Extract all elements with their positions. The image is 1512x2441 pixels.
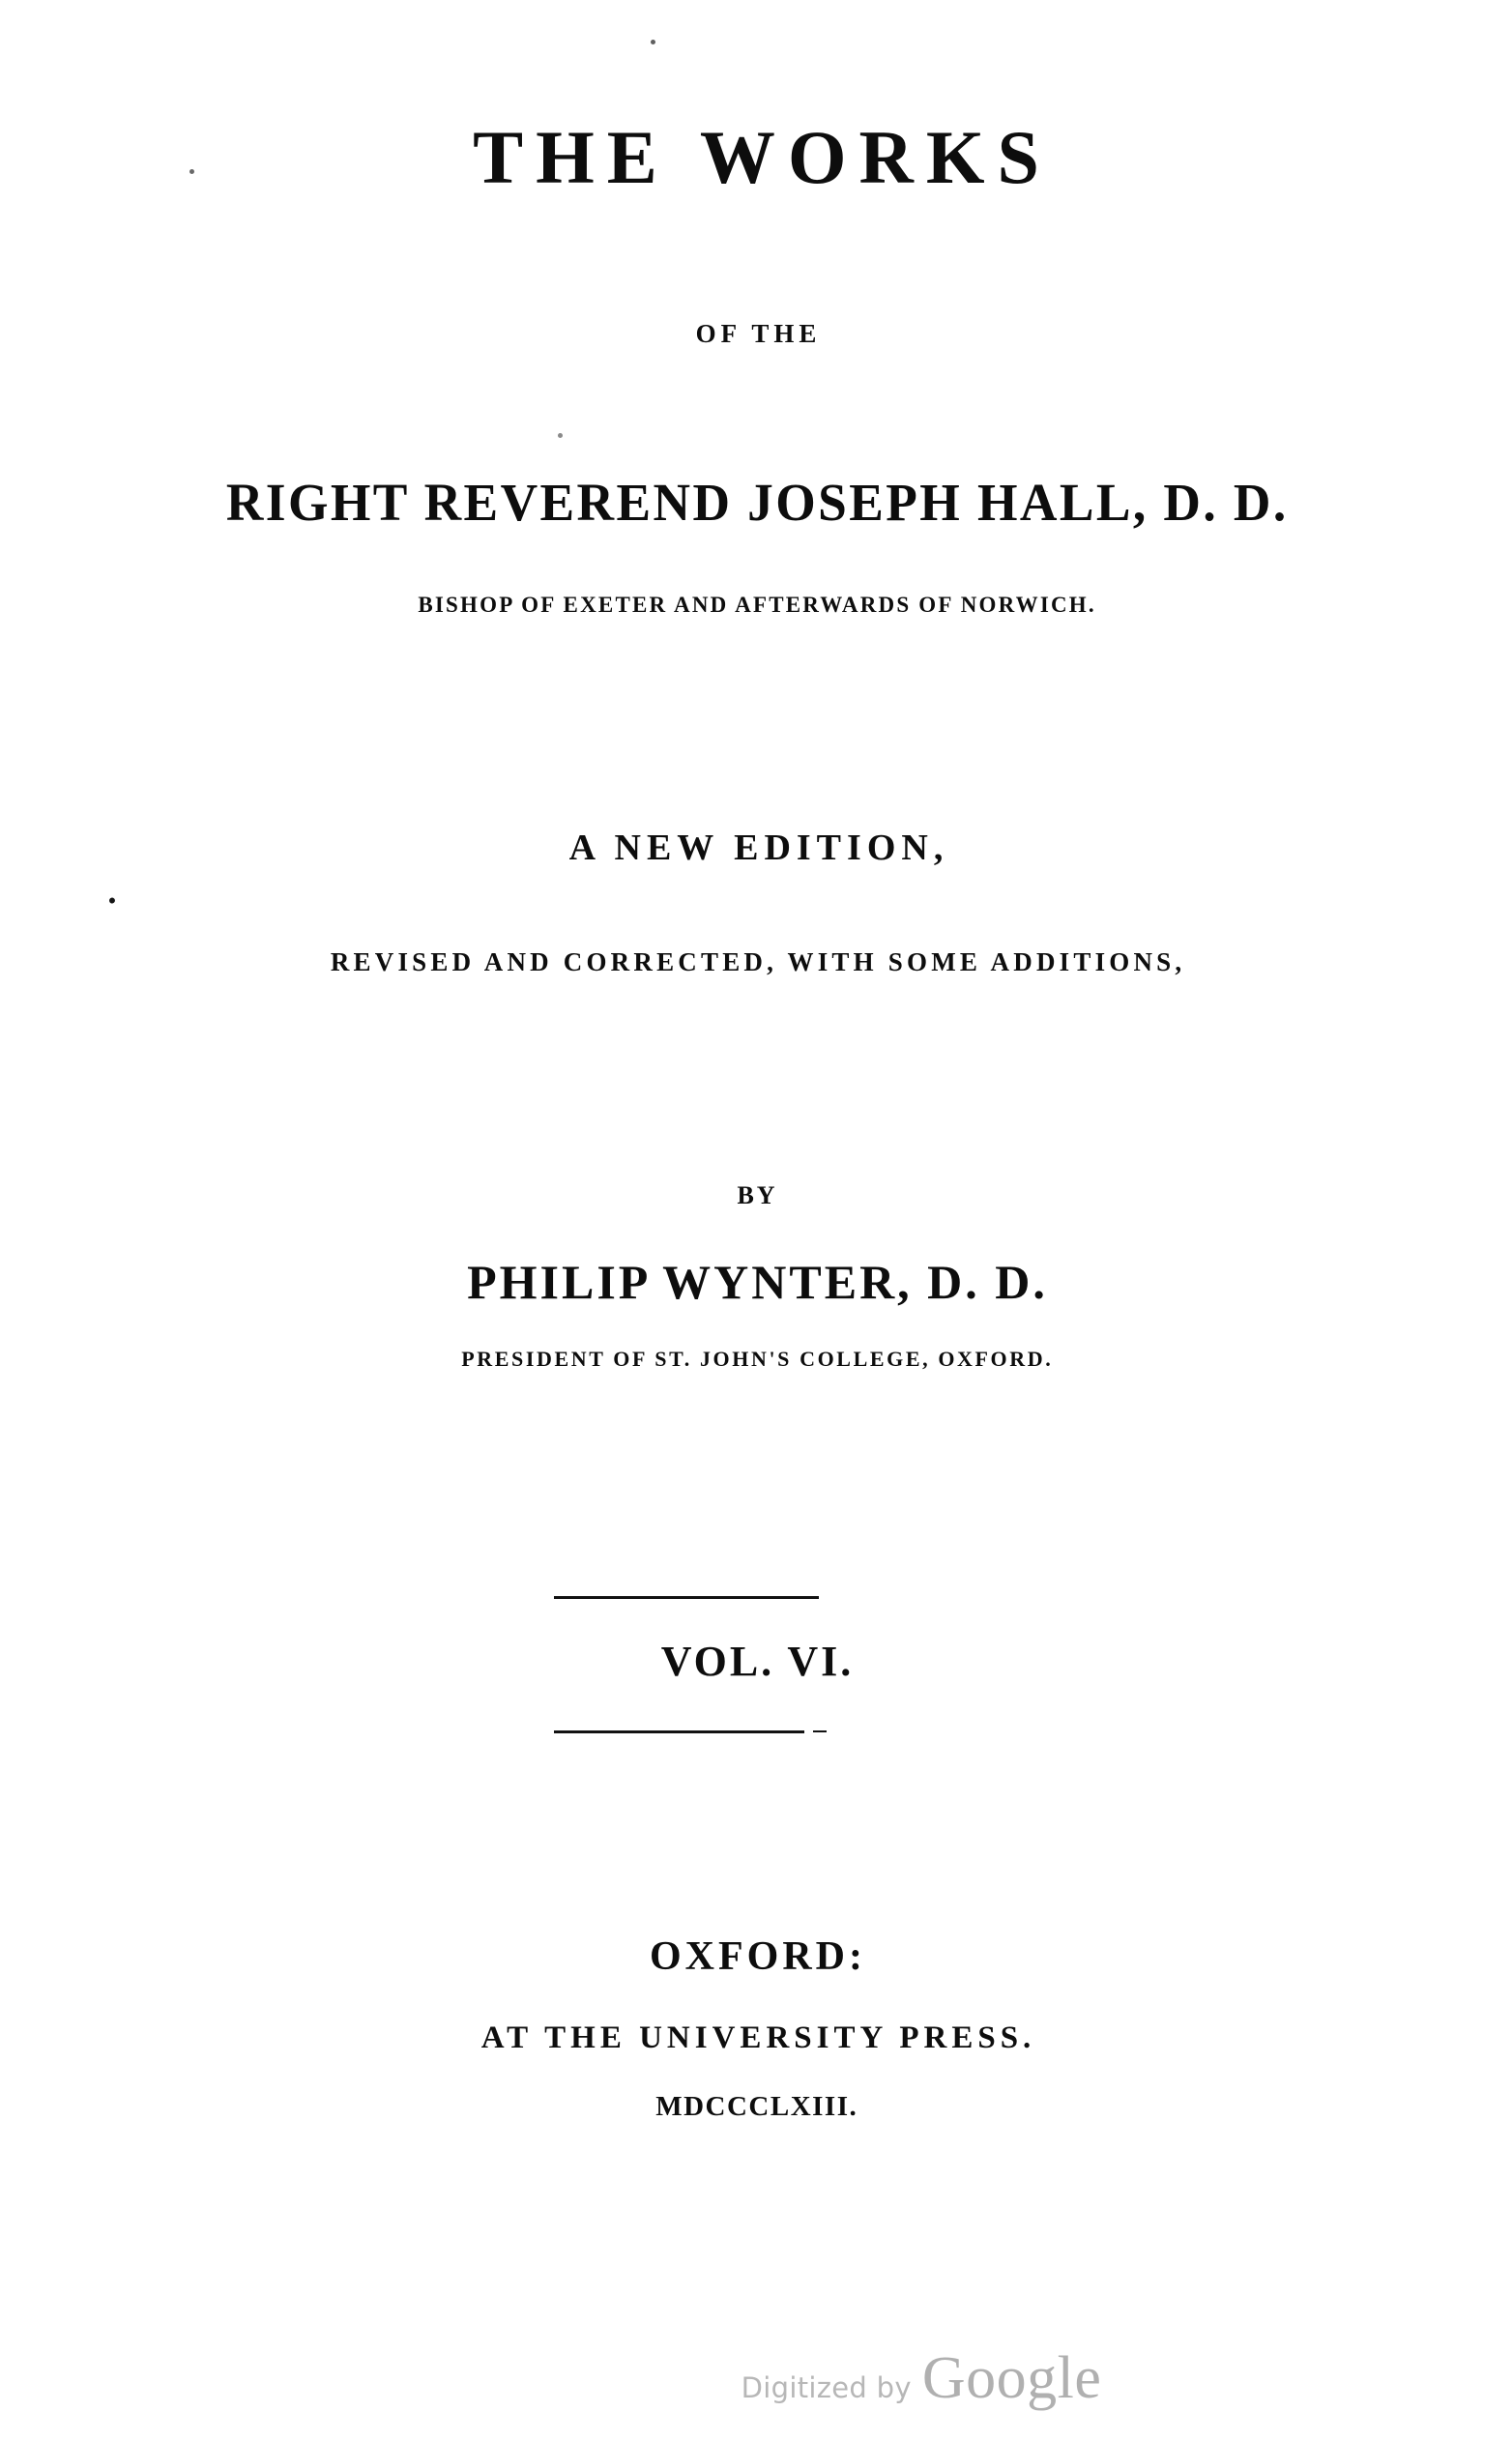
digitized-watermark bbox=[0, 2344, 1512, 2413]
imprint-date: MDCCCLXIII. bbox=[655, 2091, 858, 2122]
author-subtitle: BISHOP OF EXETER AND AFTERWARDS OF NORWICH. bbox=[418, 593, 1096, 617]
watermark-brand: Google bbox=[921, 2345, 1102, 2411]
editor-name: PHILIP WYNTER, D. D. bbox=[467, 1255, 1048, 1309]
imprint-publisher: AT THE UNIVERSITY PRESS. bbox=[480, 2020, 1036, 2055]
margin-ink-mark: • bbox=[105, 887, 119, 914]
of-the-label: OF THE bbox=[695, 319, 822, 348]
watermark-inner bbox=[741, 2344, 1102, 2413]
divider-rule-bottom-tick bbox=[813, 1730, 827, 1732]
scan-speck-mid bbox=[558, 433, 563, 438]
divider-rule-top bbox=[554, 1596, 819, 1599]
edition-statement: A NEW EDITION, bbox=[568, 828, 949, 868]
author-name: RIGHT REVEREND JOSEPH HALL, D. D. bbox=[225, 473, 1289, 532]
divider-rule-bottom bbox=[554, 1730, 804, 1733]
watermark-prefix: Digitized by bbox=[741, 2371, 912, 2404]
edition-note: REVISED AND CORRECTED, WITH SOME ADDITIONS, bbox=[330, 947, 1186, 976]
volume-number: VOL. VI. bbox=[660, 1638, 855, 1685]
by-label: BY bbox=[737, 1181, 778, 1209]
scan-speck-top bbox=[651, 40, 655, 44]
book-title: THE WORKS bbox=[473, 115, 1052, 199]
imprint-city: OXFORD: bbox=[650, 1934, 866, 1979]
editor-title: PRESIDENT OF ST. JOHN'S COLLEGE, OXFORD. bbox=[461, 1347, 1054, 1371]
